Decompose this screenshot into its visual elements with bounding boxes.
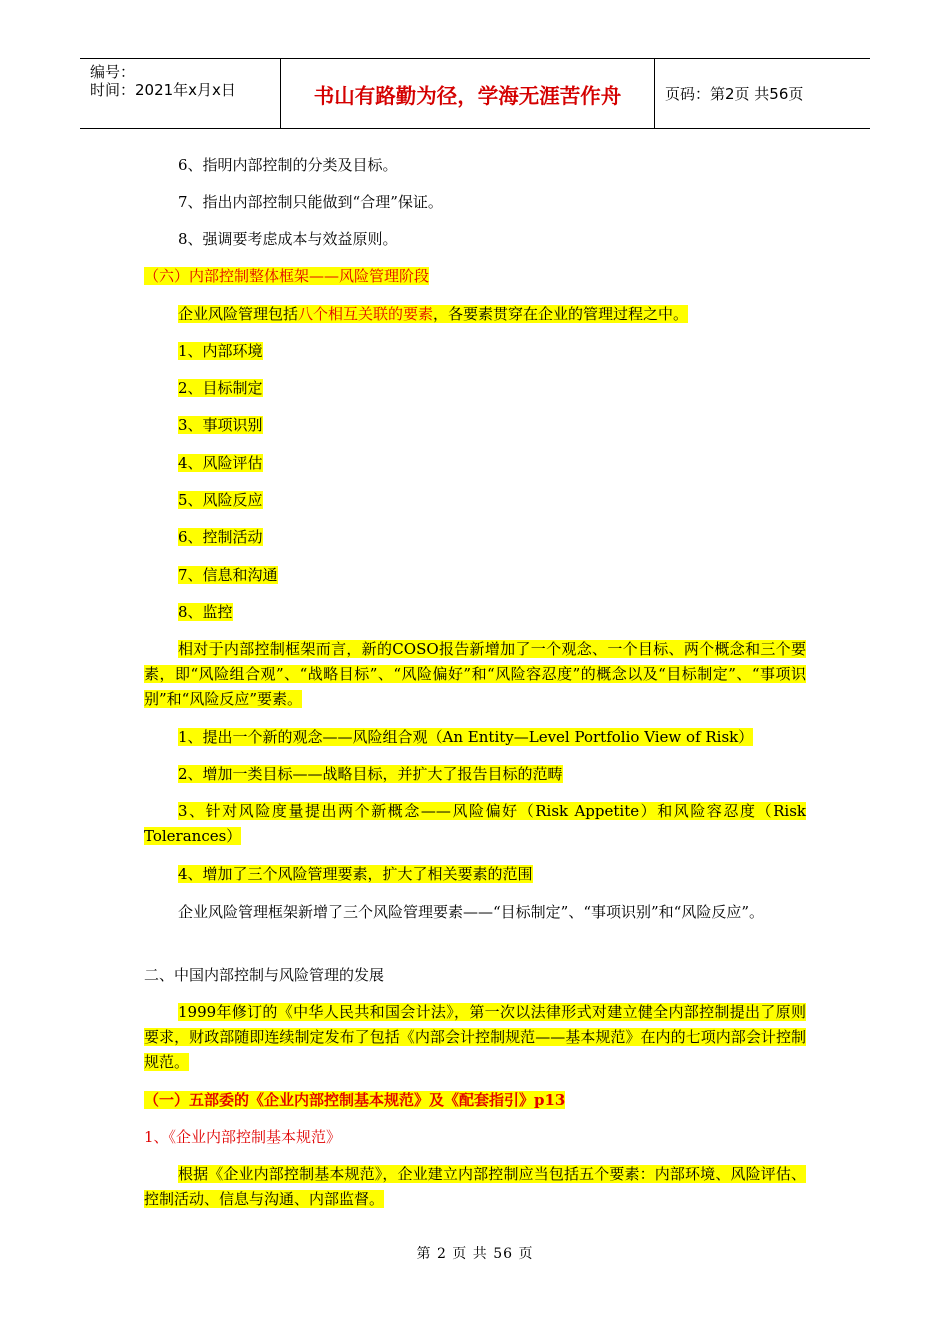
subsection-heading-1: （一）五部委的《企业内部控制基本规范》及《配套指引》p13	[144, 1091, 566, 1109]
paragraph: 7、指出内部控制只能做到“合理”保证。	[178, 193, 443, 211]
number-label: 编号：	[90, 63, 136, 81]
header-meta	[80, 59, 281, 128]
list-item: 7、信息和沟通	[178, 566, 278, 584]
list-item: 1、提出一个新的观念——风险组合观（An Entity—Level Portfolio View of Risk）	[178, 728, 754, 746]
list-item: 4、风险评估	[178, 454, 263, 472]
list-item: 8、监控	[178, 603, 233, 621]
page-header	[80, 58, 870, 129]
list-item: 3、事项识别	[178, 416, 263, 434]
list-item: 5、风险反应	[178, 491, 263, 509]
law-paragraph: 1999年修订的《中华人民共和国会计法》，第一次以法律形式对建立健全内部控制提出了原则要求，财政部随即连续制定发布了包括《内部会计控制规范——基本规范》在内的七项内部会计控制规范。	[144, 1003, 806, 1071]
header-page-info: 页码：第2页 共56页	[665, 85, 804, 103]
list-item: 1、内部环境	[178, 342, 263, 360]
page-footer: 第 2 页 共 56 页	[416, 1246, 534, 1262]
subsection-item-1: 1、《企业内部控制基本规范》	[144, 1128, 342, 1146]
elements-paragraph: 根据《企业内部控制基本规范》，企业建立内部控制应当包括五个要素：内部环境、风险评估、控制活动、信息与沟通、内部监督。	[144, 1165, 806, 1208]
list-item: 4、增加了三个风险管理要素，扩大了相关要素的范围	[178, 865, 533, 883]
intro-paragraph: 企业风险管理包括八个相互关联的要素，各要素贯穿在企业的管理过程之中。	[178, 305, 689, 323]
coso-paragraph: 相对于内部控制框架而言，新的COSO报告新增加了一个观念、一个目标、两个概念和三个要素，即“风险组合观”、“战略目标”、“风险偏好”和“风险容忍度”的概念以及“目标制定”、“事项识别”和“风险反应”要素。	[144, 640, 806, 708]
list-item: 2、目标制定	[178, 379, 263, 397]
framework-paragraph: 企业风险管理框架新增了三个风险管理要素——“目标制定”、“事项识别”和“风险反应”。	[178, 903, 765, 921]
list-item: 3、针对风险度量提出两个新概念——风险偏好（Risk Appetite）和风险容忍度（Risk Tolerances）	[144, 802, 806, 845]
list-item: 2、增加一类目标——战略目标，并扩大了报告目标的范畴	[178, 765, 563, 783]
section-heading-6: （六）内部控制整体框架——风险管理阶段	[144, 267, 430, 285]
paragraph: 8、强调要考虑成本与效益原则。	[178, 230, 398, 248]
time-label: 时间：2021年x月x日	[90, 81, 236, 99]
paragraph: 6、指明内部控制的分类及目标。	[178, 156, 398, 174]
header-motto: 书山有路勤为径，学海无涯苦作舟	[281, 59, 655, 128]
list-item: 6、控制活动	[178, 528, 263, 546]
section-heading-2: 二、中国内部控制与风险管理的发展	[144, 966, 385, 984]
